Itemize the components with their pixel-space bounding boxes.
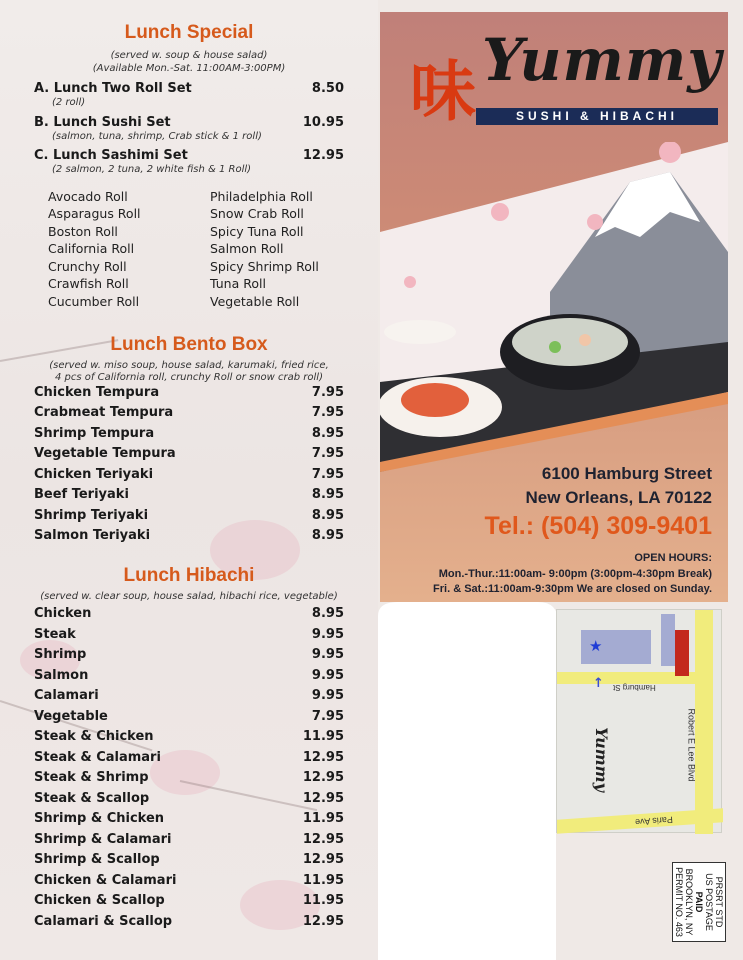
menu-item <box>34 647 344 667</box>
section-title-bento: Lunch Bento Box <box>110 334 268 355</box>
menu-item <box>34 914 344 934</box>
section-subtitle: 4 pcs of California roll, crunchy Roll or snow crab roll) <box>55 372 323 383</box>
blossom-icon <box>404 276 416 288</box>
item-price: 12.95 <box>302 750 344 765</box>
roll-item: Crawfish Roll <box>48 276 129 291</box>
roll-item: California Roll <box>48 241 135 256</box>
menu-item <box>34 446 344 466</box>
blank-area <box>378 618 556 960</box>
item-price: 7.95 <box>311 385 344 400</box>
item-price: 8.95 <box>311 606 344 621</box>
menu-item <box>34 668 344 688</box>
item-name: Steak & Chicken <box>34 729 154 744</box>
menu-item <box>34 750 344 770</box>
phone-number[interactable]: Tel.: (504) 309-9401 <box>484 512 712 540</box>
roll-item: Tuna Roll <box>210 276 266 291</box>
menu-item <box>34 873 344 893</box>
location-star-icon: ★ <box>589 637 603 655</box>
label-hamburg: Hamburg St <box>613 683 656 692</box>
item-price: 8.50 <box>311 81 344 96</box>
item-price: 8.95 <box>311 426 344 441</box>
item-price: 8.95 <box>311 528 344 543</box>
postage-line: PERMIT NO. 463 <box>674 867 684 937</box>
item-price: 12.95 <box>302 832 344 847</box>
roll-item: Boston Roll <box>48 224 118 239</box>
menu-item <box>34 729 344 749</box>
postage-line: PRSRT STD <box>714 876 724 928</box>
roll-item: Vegetable Roll <box>210 294 300 309</box>
sushi-icon <box>401 383 469 417</box>
roll-item: Cucumber Roll <box>48 294 140 309</box>
menu-item <box>34 508 344 528</box>
item-name: Calamari & Scallop <box>34 914 173 929</box>
garnish-icon <box>549 341 561 353</box>
roll-item: Spicy Tuna Roll <box>210 224 304 239</box>
item-name: Shrimp Tempura <box>34 426 155 441</box>
roll-item: Crunchy Roll <box>48 259 127 274</box>
dish-icon <box>384 320 456 344</box>
item-price: 7.95 <box>311 446 344 461</box>
menu-item <box>34 627 344 647</box>
item-name: Salmon Teriyaki <box>34 528 151 543</box>
item-price: 7.95 <box>311 405 344 420</box>
hours-title: OPEN HOURS: <box>634 552 712 564</box>
brand-panel <box>380 12 728 602</box>
item-name: Calamari <box>34 688 99 703</box>
roll-item: Philadelphia Roll <box>210 189 313 204</box>
menu-item <box>34 811 344 831</box>
menu-item <box>34 467 344 487</box>
item-name: C. Lunch Sashimi Set <box>34 148 188 163</box>
item-price: 9.95 <box>311 647 344 662</box>
item-name: Chicken & Calamari <box>34 873 177 888</box>
item-name: Chicken <box>34 606 92 621</box>
item-name: Shrimp & Chicken <box>34 811 165 826</box>
building-neighbor <box>661 614 675 666</box>
item-price: 8.95 <box>311 508 344 523</box>
roll-item: Avocado Roll <box>48 189 128 204</box>
menu-item <box>34 405 344 425</box>
item-name: Chicken Tempura <box>34 385 160 400</box>
item-price: 12.95 <box>302 791 344 806</box>
item-name: Steak <box>34 627 76 642</box>
address-city: New Orleans, LA 70122 <box>525 488 712 507</box>
item-name: Shrimp & Calamari <box>34 832 172 847</box>
menu-item <box>34 770 344 790</box>
item-price: 11.95 <box>302 811 344 826</box>
item-note: (salmon, tuna, shrimp, Crab stick & 1 roll) <box>52 131 262 142</box>
poi-marker-icon <box>675 630 689 676</box>
section-subtitle: (served w. soup & house salad) <box>110 50 268 61</box>
item-name: Steak & Calamari <box>34 750 161 765</box>
roll-item: Spicy Shrimp Roll <box>210 259 319 274</box>
menu-item <box>34 709 344 729</box>
item-name: Steak & Scallop <box>34 791 150 806</box>
map-logo: Yummy <box>591 727 611 792</box>
item-name: Shrimp & Scallop <box>34 852 160 867</box>
item-price: 12.95 <box>302 852 344 867</box>
item-name: Steak & Shrimp <box>34 770 149 785</box>
garnish-icon <box>579 334 591 346</box>
item-name: Chicken Teriyaki <box>34 467 154 482</box>
blossom-icon <box>491 203 509 221</box>
menu-item <box>34 487 344 507</box>
menu-item <box>34 426 344 446</box>
item-name: Beef Teriyaki <box>34 487 129 502</box>
section-subtitle: (served w. miso soup, house salad, karumaki, fried rice, <box>49 360 329 371</box>
postage-line: US POSTAGE <box>704 873 714 931</box>
roll-item: Snow Crab Roll <box>210 206 304 221</box>
item-price: 8.95 <box>311 487 344 502</box>
item-note: (2 salmon, 2 tuna, 2 white fish & 1 Roll) <box>52 164 252 175</box>
item-name: Shrimp Teriyaki <box>34 508 149 523</box>
item-price: 11.95 <box>302 873 344 888</box>
logo-tagline: SUSHI & HIBACHI <box>476 108 718 125</box>
address-street: 6100 Hamburg Street <box>541 464 712 483</box>
item-name: Crabmeat Tempura <box>34 405 174 420</box>
section-subtitle: (Available Mon.-Sat. 11:00AM-3:00PM) <box>92 63 286 74</box>
road-lee <box>695 610 713 834</box>
postage-line: PAID <box>694 891 704 913</box>
section-title-hibachi: Lunch Hibachi <box>123 565 255 586</box>
menu-item <box>34 606 344 626</box>
item-name: Vegetable Tempura <box>34 446 176 461</box>
menu-item <box>34 791 344 811</box>
blossom-icon <box>659 142 681 163</box>
section-subtitle: (served w. clear soup, house salad, hibachi rice, vegetable) <box>40 591 338 602</box>
menu-item <box>34 852 344 872</box>
hours-weekend: Fri. & Sat.:11:00am-9:30pm We are closed on Sunday. <box>433 583 712 595</box>
arrow-up-icon: ↑ <box>593 676 604 691</box>
soup-icon <box>512 318 628 366</box>
item-price: 12.95 <box>302 148 344 163</box>
menu-item <box>34 832 344 852</box>
item-name: Chicken & Scallop <box>34 893 165 908</box>
item-name: Salmon <box>34 668 89 683</box>
location-map[interactable] <box>556 609 722 833</box>
hours-weekday: Mon.-Thur.:11:00am- 9:00pm (3:00pm-4:30pm Break) <box>438 568 712 580</box>
menu-item <box>34 688 344 708</box>
logo-wordmark: Yummy <box>482 26 722 94</box>
label-lee: Robert E Lee Blvd <box>686 708 697 782</box>
blossom-icon <box>587 214 603 230</box>
item-price: 9.95 <box>311 627 344 642</box>
menu-item <box>34 528 344 548</box>
item-price: 10.95 <box>302 115 344 130</box>
item-price: 7.95 <box>311 709 344 724</box>
item-price: 9.95 <box>311 688 344 703</box>
item-price: 12.95 <box>302 770 344 785</box>
item-note: (2 roll) <box>52 97 86 108</box>
logo-character: 味 <box>410 52 476 130</box>
menu-item <box>34 893 344 913</box>
section-title-lunch-special: Lunch Special <box>124 22 254 43</box>
roll-item: Asparagus Roll <box>48 206 141 221</box>
item-name: Shrimp <box>34 647 87 662</box>
item-price: 12.95 <box>302 914 344 929</box>
item-price: 7.95 <box>311 467 344 482</box>
postage-line: BROOKLYN, NY <box>684 868 694 936</box>
postage-indicia <box>672 862 726 942</box>
item-name: A. Lunch Two Roll Set <box>34 81 192 96</box>
food-illustration <box>380 142 728 472</box>
label-paris: Paris Ave <box>634 814 674 828</box>
item-name: B. Lunch Sushi Set <box>34 115 171 130</box>
item-name: Vegetable <box>34 709 108 724</box>
item-price: 11.95 <box>302 893 344 908</box>
menu-item <box>34 385 344 405</box>
item-price: 11.95 <box>302 729 344 744</box>
item-price: 9.95 <box>311 668 344 683</box>
roll-item: Salmon Roll <box>210 241 284 256</box>
